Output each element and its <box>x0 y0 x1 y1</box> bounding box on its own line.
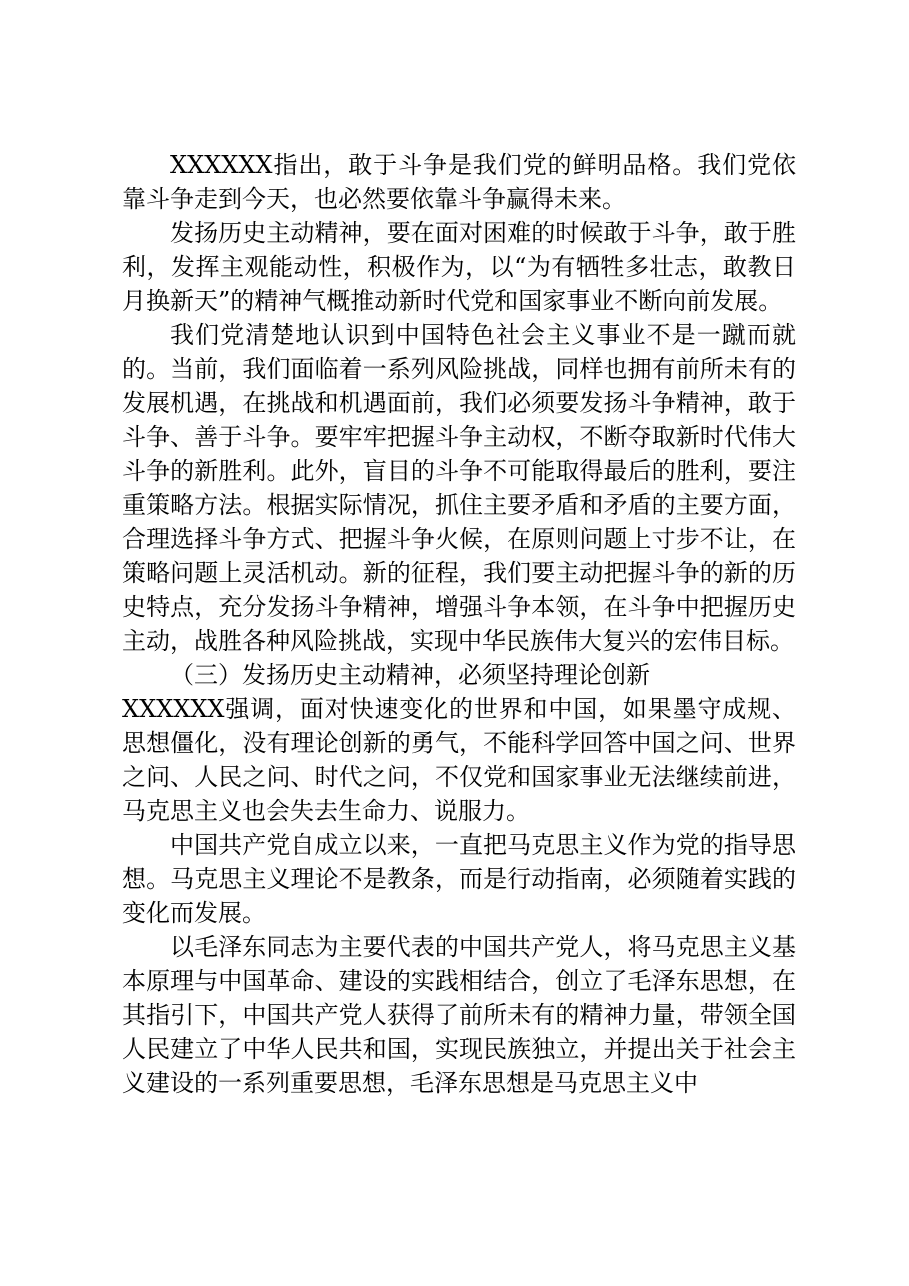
paragraph-socialism-cause: 我们党清楚地认识到中国特色社会主义事业不是一蹴而就的。当前，我们面临着一系列风险挑战，同样也拥有前所未有的发展机遇，在挑战和机遇面前，我们必须要发扬斗争精神，敢于斗争、善于斗争。要牢牢把握斗争主动权，不断夺取新时代伟大斗争的新胜利。此外，盲目的斗争不可能取得最后的胜利，要注重策略方法。根据实际情况，抓住主要矛盾和矛盾的主要方面，合理选择斗争方式、把握斗争火候，在原则问题上寸步不让，在策略问题上灵活机动。新的征程，我们要主动把握斗争的新的历史特点，充分发扬斗争精神，增强斗争本领，在斗争中把握历史主动，战胜各种风险挑战，实现中华民族伟大复兴的宏伟目标。 <box>122 321 796 655</box>
paragraph-historical-initiative: 发扬历史主动精神，要在面对困难的时候敢于斗争，敢于胜利，发挥主观能动性，积极作为，以“为有牺牲多壮志，敢教日月换新天”的精神气概推动新时代党和国家事业不断向前发展。 <box>122 219 796 315</box>
paragraph-dare-to-struggle: XXXXXX指出，敢于斗争是我们党的鲜明品格。我们党依靠斗争走到今天，也必然要依靠斗争赢得未来。 <box>122 151 796 213</box>
paragraph-guiding-thought: 中国共产党自成立以来，一直把马克思主义作为党的指导思想。马克思主义理论不是教条，而是行动指南，必须随着实践的变化而发展。 <box>122 831 796 927</box>
paragraph-mao-zedong-thought: 以毛泽东同志为主要代表的中国共产党人，将马克思主义基本原理与中国革命、建设的实践相结合，创立了毛泽东思想，在其指引下，中国共产党人获得了前所未有的精神力量，带领全国人民建立了中华人民共和国，实现民族独立，并提出关于社会主义建设的一系列重要思想，毛泽东思想是马克思主义中 <box>122 933 796 1097</box>
document-body <box>122 148 796 1100</box>
section-heading-theory-innovation: （三）发扬历史主动精神，必须坚持理论创新 <box>170 661 650 689</box>
paragraph-emphasized-innovation: XXXXXX强调，面对快速变化的世界和中国，如果墨守成规、思想僵化，没有理论创新的勇气，不能科学回答中国之问、世界之问、人民之问、时代之问，不仅党和国家事业无法继续前进，马克思主义也会失去生命力、说服力。 <box>122 695 796 825</box>
